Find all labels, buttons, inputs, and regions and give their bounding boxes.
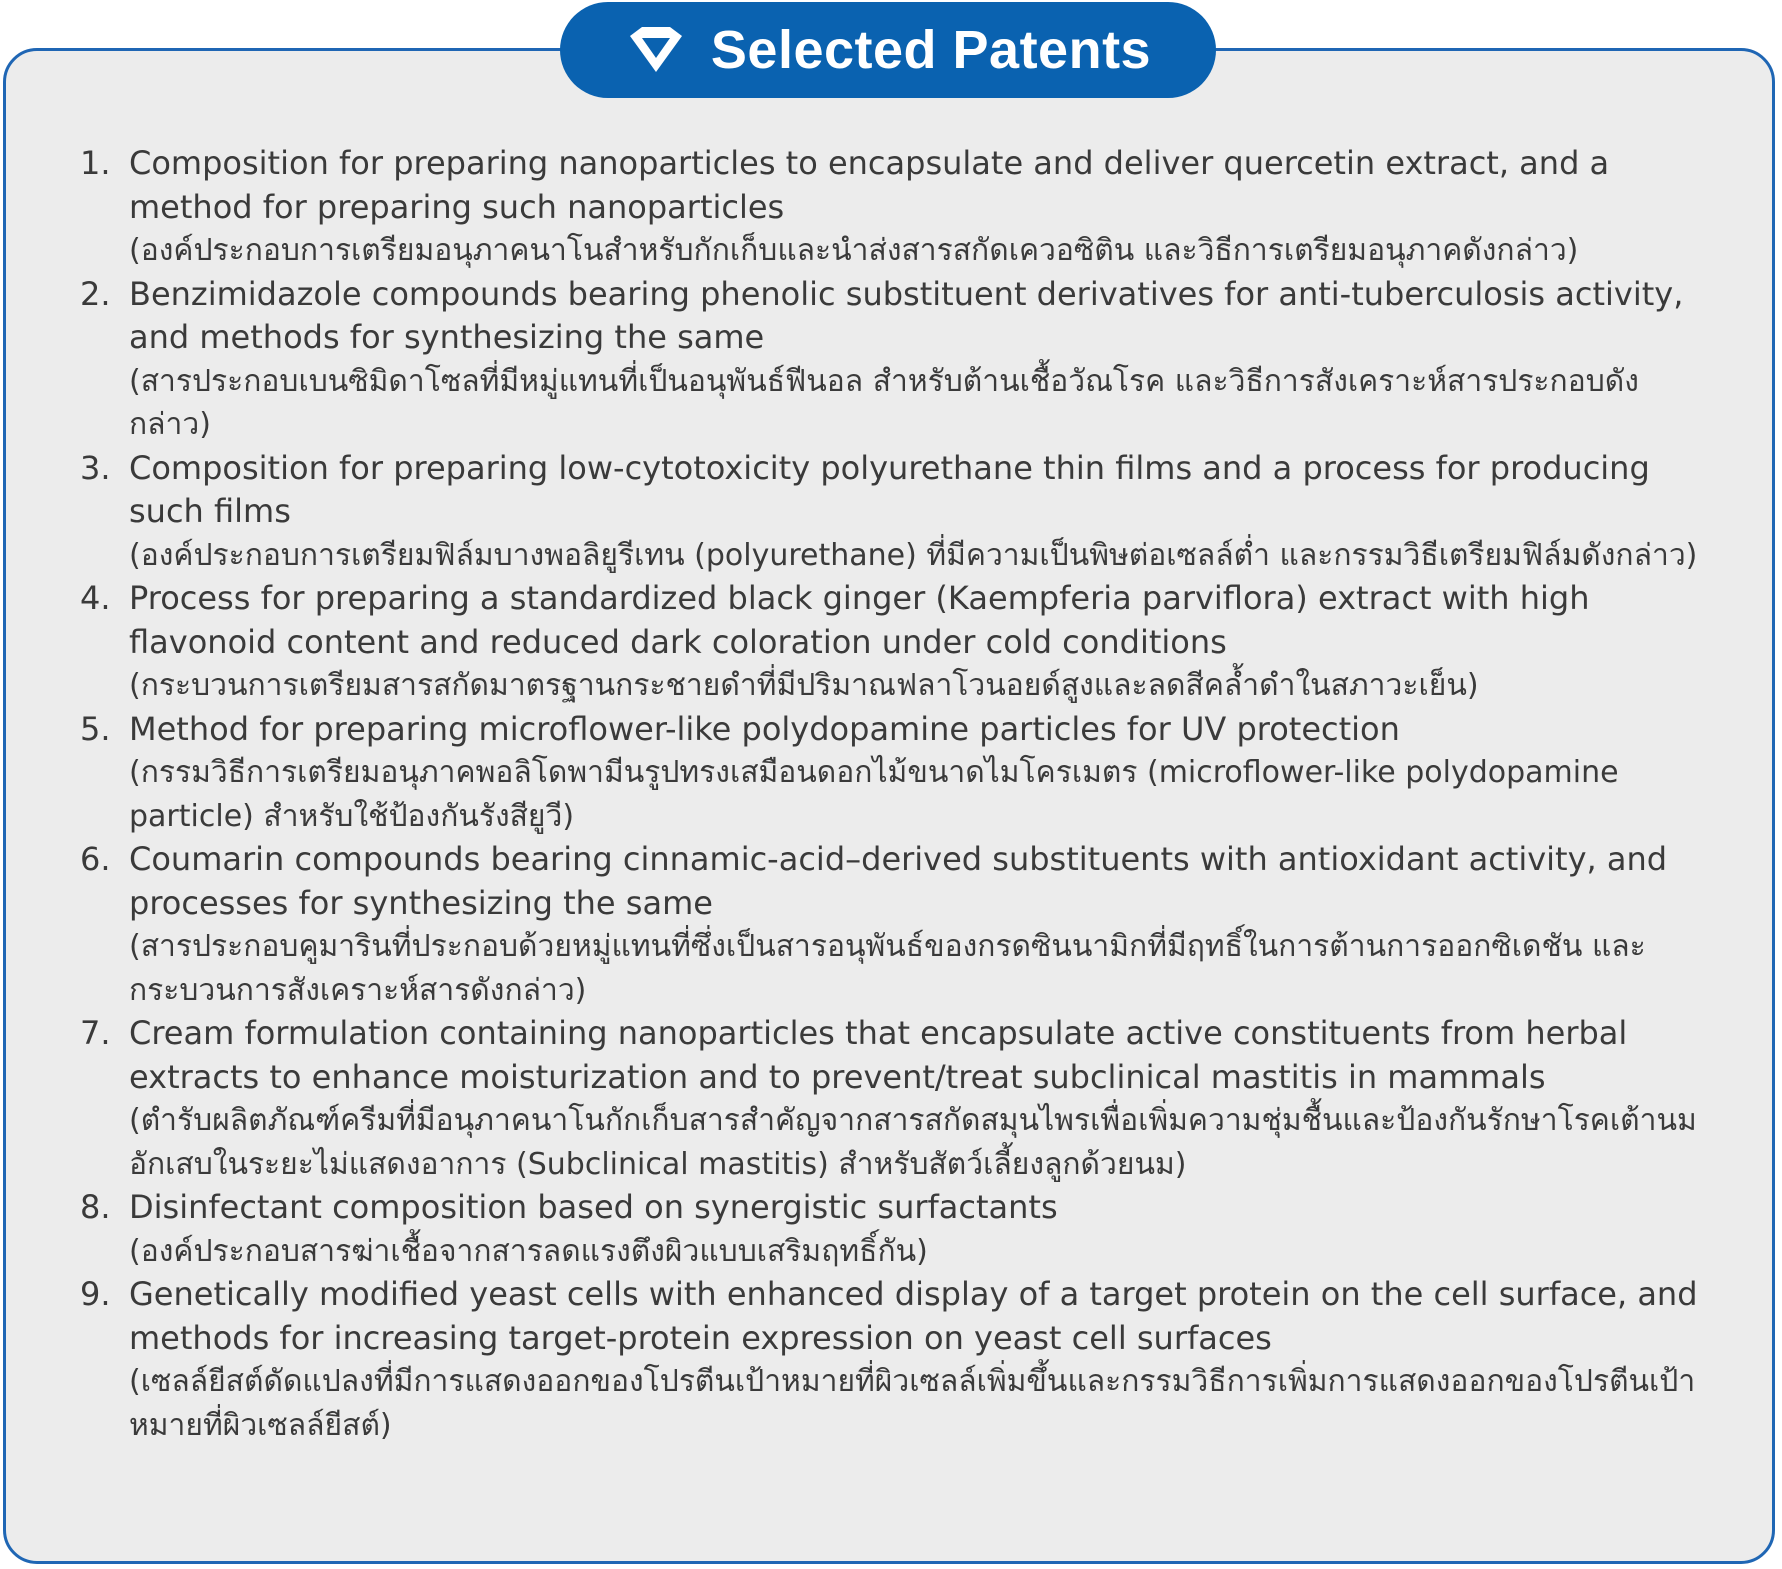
item-number: 9. [80, 1275, 111, 1313]
patent-title-english: Composition for preparing nanoparticles to encapsulate and deliver quercetin extract, and a method for preparing such nanoparticles [129, 144, 1610, 226]
list-item [80, 273, 1700, 447]
item-body [129, 273, 1700, 447]
patent-title-thai: (สารประกอบคูมารินที่ประกอบด้วยหมู่แทนที่ซึ่งเป็นสารอนุพันธ์ของกรดซินนามิกที่มีฤทธิ์ในการต้านการออกซิเดชัน และกระบวนการสังเคราะห์สารดังกล่าว) [129, 929, 1646, 1008]
list-item [80, 1012, 1700, 1186]
list-item [80, 708, 1700, 839]
item-body [129, 1273, 1700, 1447]
list-item [80, 1186, 1700, 1273]
item-body [129, 577, 1700, 708]
page-title: Selected Patents [710, 20, 1152, 80]
item-number: 7. [80, 1014, 111, 1052]
list-item [80, 142, 1700, 273]
item-number: 3. [80, 448, 111, 487]
diamond-icon [625, 25, 687, 75]
section-header [560, 2, 1216, 98]
patent-title-english: Method for preparing microflower-like polydopamine particles for UV protection [129, 709, 1400, 748]
patent-title-thai: (องค์ประกอบสารฆ่าเชื้อจากสารลดแรงตึงผิวแบบเสริมฤทธิ์กัน) [129, 1233, 928, 1269]
patent-title-thai: (สารประกอบเบนซิมิดาโซลที่มีหมู่แทนที่เป็นอนุพันธ์ฟีนอล สำหรับต้านเชื้อวัณโรค และวิธีการสังเคราะห์สารประกอบดังกล่าว) [129, 363, 1639, 442]
item-body [129, 1012, 1700, 1186]
item-number: 1. [80, 144, 111, 182]
list-item [80, 1273, 1700, 1447]
item-body [129, 1186, 1700, 1273]
patent-title-thai: (องค์ประกอบการเตรียมอนุภาคนาโนสำหรับกักเก็บและนำส่งสารสกัดเควอซิติน และวิธีการเตรียมอนุภาคดังกล่าว) [129, 233, 1579, 268]
item-body [129, 142, 1700, 273]
patent-title-english: Cream formulation containing nanoparticles that encapsulate active constituents from herbal extracts to enhance moisturization and to prevent/treat subclinical mastitis in mammals [129, 1014, 1628, 1096]
patent-title-english: Composition for preparing low-cytotoxicity polyurethane thin films and a process for producing such films [129, 448, 1650, 530]
patent-title-english: Disinfectant composition based on synergistic surfactants [129, 1188, 1058, 1226]
item-number: 4. [80, 579, 111, 617]
patent-title-thai: (เซลล์ยีสต์ดัดแปลงที่มีการแสดงออกของโปรตีนเป้าหมายที่ผิวเซลล์เพิ่มขึ้นและกรรมวิธีการเพิ่มการแสดงออกของโปรตีนเป้าหมายที่ผิวเซลล์ยีสต์) [129, 1364, 1696, 1443]
patent-title-thai: (ตำรับผลิตภัณฑ์ครีมที่มีอนุภาคนาโนกักเก็บสารสำคัญจากสารสกัดสมุนไพรเพื่อเพิ่มความชุ่มชื้นและป้องกันรักษาโรคเต้านมอักเสบในระยะไม่แสดงอาการ (Subclinical mastitis) สำหรับสัตว์เลี้ยงลูกด้วยนม) [129, 1103, 1697, 1182]
item-body [129, 447, 1700, 578]
list-item [80, 577, 1700, 708]
patent-title-thai: (กระบวนการเตรียมสารสกัดมาตรฐานกระชายดำที่มีปริมาณฟลาโวนอยด์สูงและลดสีคล้ำดำในสภาวะเย็น) [129, 668, 1479, 703]
patent-title-thai: (กรรมวิธีการเตรียมอนุภาคพอลิโดพามีนรูปทรงเสมือนดอกไม้ขนาดไมโครเมตร (microflower-like polydopamine particle) สำหรับใช้ป้องกันรังสียูวี) [129, 755, 1619, 834]
item-number: 8. [80, 1188, 111, 1226]
patent-title-english: Process for preparing a standardized black ginger (Kaempferia parviflora) extract with high flavonoid content and reduced dark coloration under cold conditions [129, 579, 1590, 661]
list-item [80, 447, 1700, 578]
item-number: 6. [80, 840, 111, 878]
patent-list [80, 142, 1700, 1447]
item-number: 5. [80, 709, 111, 748]
item-body [129, 838, 1700, 1012]
list-item [80, 838, 1700, 1012]
patent-title-english: Genetically modified yeast cells with enhanced display of a target protein on the cell surface, and methods for increasing target-protein expression on yeast cell surfaces [129, 1275, 1698, 1357]
patent-title-thai: (องค์ประกอบการเตรียมฟิล์มบางพอลิยูรีเทน (polyurethane) ที่มีความเป็นพิษต่อเซลล์ต่ำ และกรรมวิธีเตรียมฟิล์มดังกล่าว) [129, 537, 1698, 573]
item-number: 2. [80, 274, 111, 313]
patent-title-english: Benzimidazole compounds bearing phenolic substituent derivatives for anti-tuberculosis activity, and methods for synthesizing the same [129, 274, 1684, 356]
item-body [129, 708, 1700, 839]
patent-title-english: Coumarin compounds bearing cinnamic-acid–derived substituents with antioxidant activity, and processes for synthesizing the same [129, 840, 1668, 922]
